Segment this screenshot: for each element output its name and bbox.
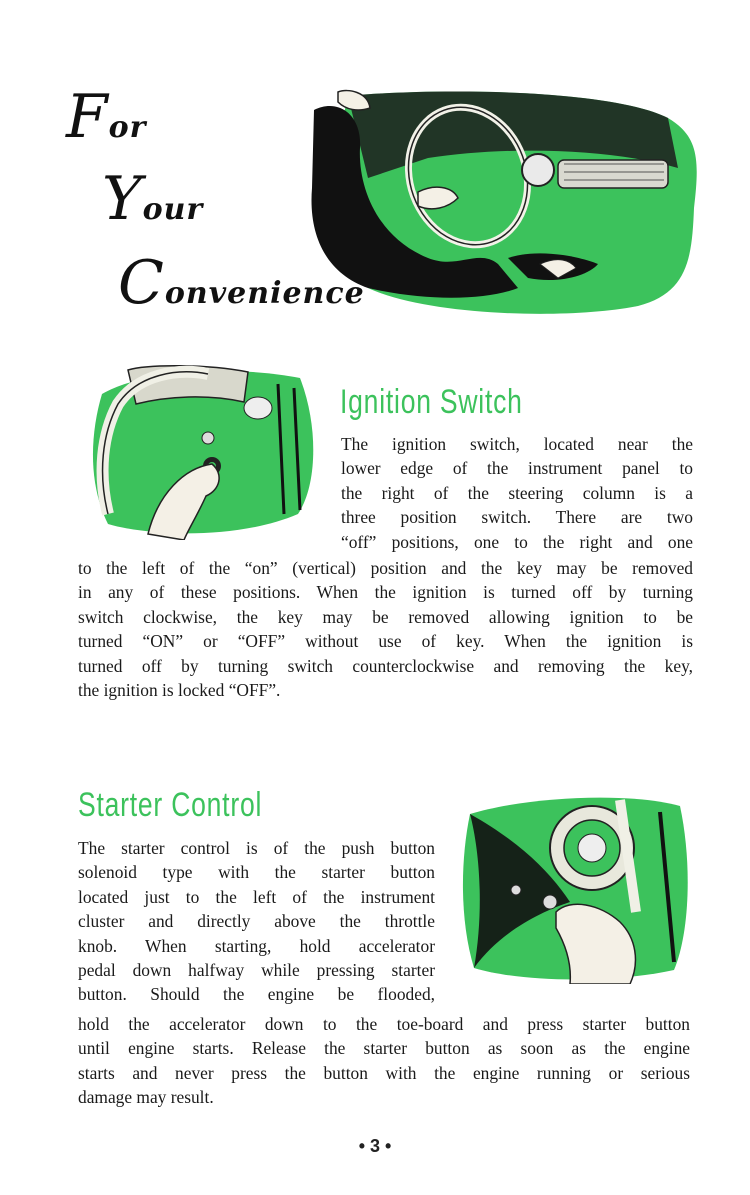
text-line: three position switch. There are two bbox=[341, 507, 693, 528]
text-line: switch clockwise, the key may be removed allowing ignition to be bbox=[78, 606, 693, 627]
text-line: The ignition switch, located near the bbox=[341, 434, 693, 454]
text-line: turned off by turning switch counterclockwise and removing the key, bbox=[78, 655, 693, 676]
ignition-heading: Ignition Switch bbox=[340, 383, 523, 421]
text-line: button. Should the engine be flooded, bbox=[78, 984, 435, 1005]
text-line: solenoid type with the starter button bbox=[78, 862, 435, 883]
page-number: • 3 • bbox=[358, 1136, 392, 1156]
ignition-switch-illustration bbox=[88, 364, 322, 540]
text-line: until engine starts. Release the starter button as soon as the engine bbox=[78, 1038, 690, 1059]
text-line: turned “ON” or “OFF” without use of key. When the ignition is bbox=[78, 631, 693, 652]
text-line: the ignition is locked “OFF”. bbox=[78, 680, 281, 701]
ignition-paragraph-bottom bbox=[78, 556, 693, 702]
starter-button-illustration bbox=[460, 792, 692, 984]
text-line: to the left of the “on” (vertical) position and the key may be removed bbox=[78, 558, 693, 578]
text-line: the right of the steering column is a bbox=[341, 482, 693, 503]
text-line: located just to the left of the instrument bbox=[78, 886, 435, 907]
text-line: damage may result. bbox=[78, 1087, 214, 1108]
text-line: knob. When starting, hold accelerator bbox=[78, 935, 435, 956]
text-line: starts and never press the button with the engine running or serious bbox=[78, 1062, 690, 1083]
ignition-paragraph-top bbox=[341, 432, 693, 554]
title-convenience: Convenience bbox=[118, 248, 365, 318]
text-line: The starter control is of the push button bbox=[78, 838, 435, 858]
text-line: cluster and directly above the throttle bbox=[78, 911, 435, 932]
text-line: pedal down halfway while pressing starter bbox=[78, 960, 435, 981]
starter-paragraph-bottom bbox=[78, 1012, 690, 1110]
starter-heading: Starter Control bbox=[78, 786, 263, 824]
text-line: hold the accelerator down to the toe-board and press starter button bbox=[78, 1014, 690, 1034]
title-your: Your bbox=[102, 164, 204, 234]
title-for: For bbox=[66, 82, 147, 152]
text-line: lower edge of the instrument panel to bbox=[341, 458, 693, 479]
starter-paragraph-top bbox=[78, 836, 435, 1007]
text-line: “off” positions, one to the right and one bbox=[341, 531, 693, 552]
driver-illustration bbox=[308, 88, 700, 318]
text-line: in any of these positions. When the ignition is turned off by turning bbox=[78, 582, 693, 603]
